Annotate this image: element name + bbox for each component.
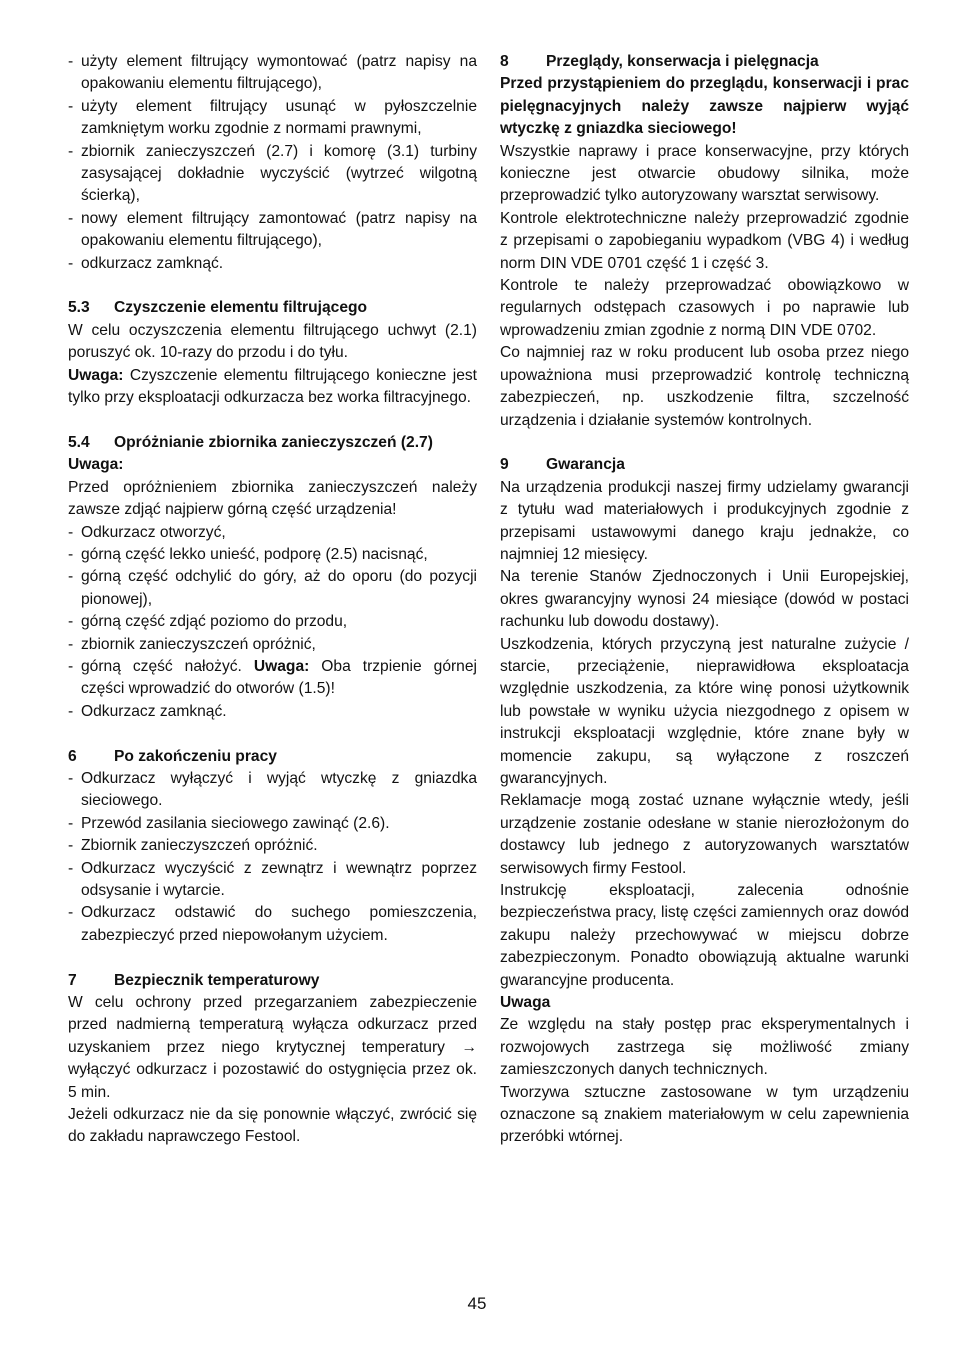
section-heading-5-4: [68, 432, 477, 454]
section-number: 8: [500, 53, 509, 70]
note-label-text: Uwaga:: [68, 456, 124, 474]
section-heading-9: [500, 454, 909, 476]
paragraph: Co najmniej raz w roku producent lub osoba przez niego upoważniona musi przeprowadzić kontrolę techniczną zabezpieczeń, np. uszkodzenie filtra, szczelność urządzenia i działanie systemów kontrolnych.: [500, 344, 909, 429]
note-label: Uwaga:: [253, 657, 310, 675]
list-item: - zbiornik zanieczyszczeń opróżnić,: [68, 634, 477, 656]
section-number: 9: [500, 456, 509, 474]
list-item: - zbiornik zanieczyszczeń (2.7) i komorę (3.1) turbiny zasysającej dokładnie wyczyścić (wytrzeć wilgotną ścierką),: [68, 141, 477, 208]
section-number: 6: [68, 747, 77, 765]
paragraph: Na urządzenia produkcji naszej firmy udzielamy gwarancji z tytułu wad materiałowych i produkcyjnych zgodnie z przepisami ustawowymi danego kraju jednakże, co najmniej 12 miesięcy.: [500, 478, 909, 563]
list-item: - górną część lekko unieść, podporę (2.5) nacisnąć,: [68, 544, 477, 566]
section-title: Bezpiecznik temperaturowy: [114, 971, 320, 989]
left-column: [68, 51, 477, 1149]
list-item: - Zbiornik zanieczyszczeń opróżnić.: [68, 835, 477, 857]
list-item: - Odkurzacz wyłączyć i wyjąć wtyczkę z gniazdka sieciowego.: [68, 768, 477, 813]
section-number: 5.3: [68, 299, 90, 317]
list-item: - użyty element filtrujący usunąć w pyłoszczelnie zamkniętym worku zgodnie z normami prawnymi,: [68, 96, 477, 141]
paragraph: W celu ochrony przed przegarzaniem zabezpieczenie przed nadmierną temperaturą wyłącza odkurzacz przed uzyskaniem przez niego krytycznej temperatury → wyłączyć odkurzacz i pozostawić do ostygnięcia przez ok. 5 min.: [68, 994, 477, 1101]
paragraph: Reklamacje mogą zostać uznane wyłącznie wtedy, jeśli urządzenie zostanie odesłane w stanie nierozłożonym do dostawcy lub jednego z autoryzowanych warsztatów serwisowych firmy Festool.: [500, 792, 909, 877]
list-item: - górną część odchylić do góry, aż do oporu (do pozycji pionowej),: [68, 566, 477, 611]
page-number: 45: [467, 1294, 487, 1313]
list-item: [68, 656, 477, 701]
list-item: - Odkurzacz zamknąć.: [68, 701, 477, 723]
list-item: - Przewód zasilania sieciowego zawinąć (2.6).: [68, 813, 477, 835]
warning-paragraph: [500, 73, 909, 140]
list-item: - użyty element filtrujący wymontować (patrz napisy na opakowaniu elementu filtrującego),: [68, 51, 477, 96]
section-heading-5-3: [68, 297, 477, 319]
section-title: Po zakończeniu pracy: [114, 747, 277, 765]
paragraph: Jeżeli odkurzacz nie da się ponownie włączyć, zwrócić się do zakładu naprawczego Festool.: [68, 1106, 477, 1146]
note-label: Uwaga:: [68, 366, 124, 384]
section-number: 7: [68, 971, 77, 989]
list-item: - nowy element filtrujący zamontować (patrz napisy na opakowaniu elementu filtrującego),: [68, 208, 477, 253]
paragraph: W celu oczyszczenia elementu filtrującego uchwyt (2.1) poruszyć ok. 10-razy do przodu i do tyłu.: [68, 321, 477, 362]
paragraph: Na terenie Stanów Zjednoczonych i Unii Europejskiej, okres gwarancyjny wynosi 24 miesiące (dowód w postaci rachunku lub dowodu dostawy).: [500, 568, 909, 631]
paragraph: Kontrole te należy przeprowadzać obowiązkowo w regularnych odstępach czasowych i po naprawie lub wprowadzeniu zmian zgodnie z normą DIN VDE 0702.: [500, 277, 909, 339]
paragraph: Przed opróżnieniem zbiornika zanieczyszczeń należy zawsze zdjąć najpierw górną część urządzenia!: [68, 478, 477, 519]
list-item: - Odkurzacz otworzyć,: [68, 522, 477, 544]
list-item: - odkurzacz zamknąć.: [68, 253, 477, 275]
paragraph: Uszkodzenia, których przyczyną jest naturalne zużycie / starcie, przeciążenie, nieprawidłowa eksploatacja względnie uszkodzenia, za które winę ponosi użytkownik lub powstałe w wyniku użycia niezgodnego z opisem w instrukcji eksploatacji względnie, które znane były w momencie zakupu, są wyłączone z roszczeń gwarancyjnych.: [500, 635, 909, 787]
paragraph: Tworzywa sztuczne zastosowane w tym urządzeniu oznaczone są znakiem materiałowym w celu zapewnienia przeróbki wtórnej.: [500, 1083, 909, 1146]
right-column: [500, 51, 909, 1149]
list-item-text: Oba trzpienie górnej części wprowadzić do otworów (1.5)!: [81, 657, 477, 698]
paragraph: Ze względu na stały postęp prac eksperymentalnych i rozwojowych zastrzega się możliwość zmiany zamieszczonych danych technicznych.: [500, 1016, 909, 1079]
paragraph: Kontrole elektrotechniczne należy przeprowadzić zgodnie z przepisami o zapobieganiu wypadkom (VBG 4) i według norm DIN VDE 0701 część 1 i część 3.: [500, 209, 909, 272]
section-heading-6: [68, 746, 477, 768]
section-title: Przeglądy, konserwacja i pielęgnacja: [546, 53, 819, 70]
section-title: Opróżnianie zbiornika zanieczyszczeń (2.7): [114, 433, 433, 451]
list-item: - górną część zdjąć poziomo do przodu,: [68, 611, 477, 633]
paragraph: Instrukcję eksploatacji, zalecenia odnośnie bezpieczeństwa pracy, listę części zamiennych oraz dowód zakupu należy przechowywać w miejscu dobrze zabezpieczonym. Ponadto obowiązują aktualne warunki gwarancyjne producenta.: [500, 882, 909, 989]
list-item: - Odkurzacz odstawić do suchego pomieszczenia, zabezpieczyć przed niepowołanym użyciem.: [68, 902, 477, 947]
section-heading-8: [500, 51, 909, 73]
section-title: Gwarancja: [546, 456, 625, 474]
section-title: Czyszczenie elementu filtrującego: [114, 299, 368, 317]
note-paragraph: [68, 365, 477, 410]
section-number: 5.4: [68, 433, 90, 451]
note-title: Uwaga: [500, 994, 551, 1012]
note-heading: [500, 992, 909, 1014]
list-item: - Odkurzacz wyczyścić z zewnątrz i wewnątrz poprzez odsysanie i wytarcie.: [68, 858, 477, 903]
note-label: [68, 454, 477, 476]
section-heading-7: [68, 970, 477, 992]
list-item-text: górną część nałożyć.: [81, 657, 254, 675]
warning-text: Przed przystąpieniem do przeglądu, konserwacji i prac pielęgnacyjnych należy zawsze najpierw wyjąć wtyczkę z gniazdka sieciowego!: [500, 75, 909, 138]
note-text: Czyszczenie elementu filtrującego konieczne jest tylko przy eksploatacji odkurzacza bez worka filtracyjnego.: [68, 366, 477, 407]
paragraph: Wszystkie naprawy i prace konserwacyjne, przy których konieczne jest otwarcie obudowy silnika, może przeprowadzić tylko autoryzowany warsztat serwisowy.: [500, 142, 909, 205]
